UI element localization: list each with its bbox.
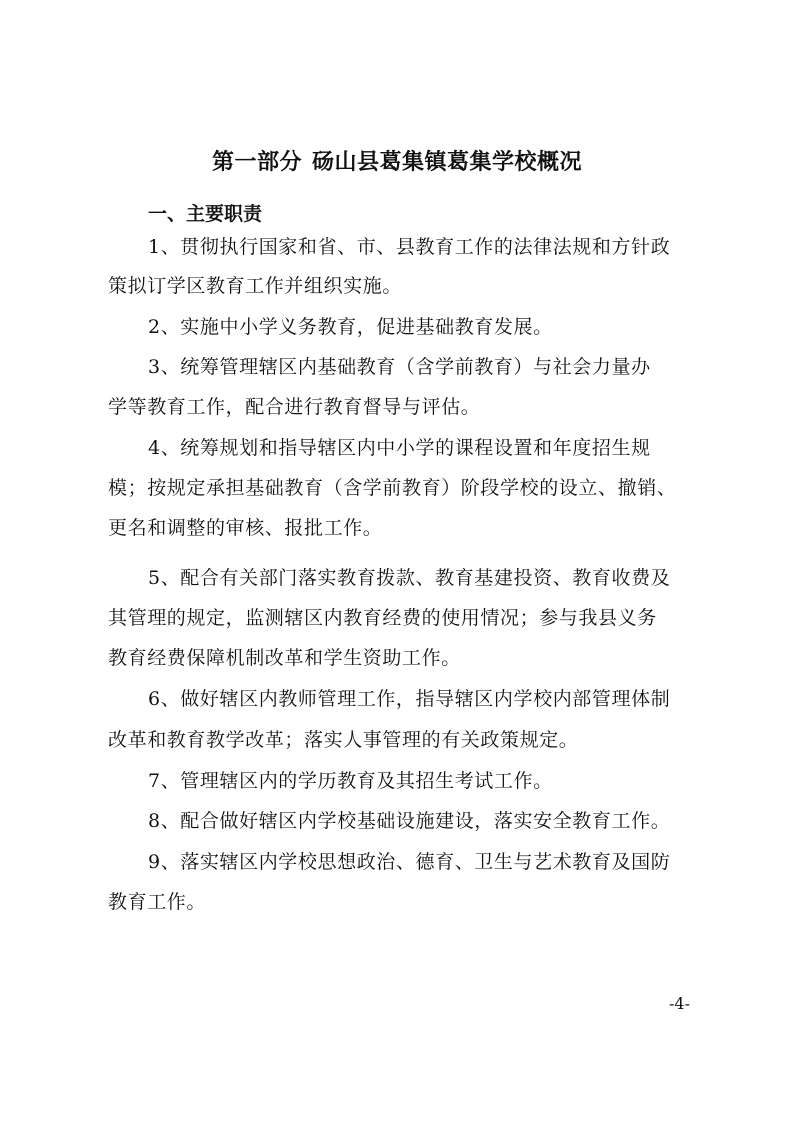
paragraph-line: 9、落实辖区内学校思想政治、德育、卫生与艺术教育及国防 [148,851,671,873]
paragraph-line: 5、配合有关部门落实教育拨款、教育基建投资、教育收费及 [148,567,671,589]
paragraph-line: 教育经费保障机制改革和学生资助工作。 [108,647,461,669]
document-title [0,147,794,177]
paragraph-line: 1、贯彻执行国家和省、市、县教育工作的法律法规和方针政 [148,236,671,258]
paragraph-line: 7、管理辖区内的学历教育及其招生考试工作。 [148,770,553,792]
paragraph-line: 6、做好辖区内教师管理工作，指导辖区内学校内部管理体制 [148,688,671,710]
paragraph-line: 模；按规定承担基础教育（含学前教育）阶段学校的设立、撤销、 [108,477,677,499]
title-part: 第一部分 [211,149,302,175]
title-name: 砀山县葛集镇葛集学校概况 [312,149,583,175]
paragraph-line: 其管理的规定，监测辖区内教育经费的使用情况；参与我县义务 [108,607,657,629]
paragraph-line: 更名和调整的审核、报批工作。 [108,517,383,539]
paragraph-line: 策拟订学区教育工作并组织实施。 [108,275,403,297]
paragraph-line: 4、统筹规划和指导辖区内中小学的课程设置和年度招生规 [148,437,651,459]
paragraph-line: 学等教育工作，配合进行教育督导与评估。 [108,396,481,418]
paragraph-line: 改革和教育教学改革；落实人事管理的有关政策规定。 [108,729,579,751]
paragraph-line: 2、实施中小学义务教育，促进基础教育发展。 [148,316,553,338]
page-number: -4- [669,994,690,1013]
section-heading: 一、主要职责 [148,203,263,225]
paragraph-line: 3、统筹管理辖区内基础教育（含学前教育）与社会力量办 [148,356,651,378]
paragraph-line: 8、配合做好辖区内学校基础设施建设，落实安全教育工作。 [148,810,671,832]
paragraph-line: 教育工作。 [108,891,207,913]
